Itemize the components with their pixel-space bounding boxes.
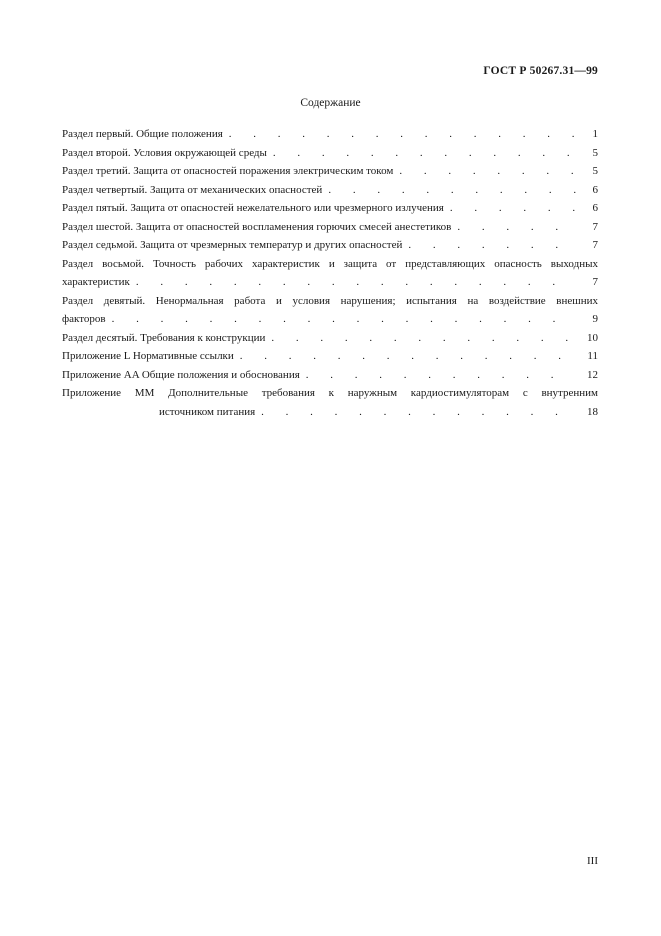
toc-entry[interactable] — [62, 181, 598, 200]
leader-dots — [106, 310, 576, 329]
toc-entry-title: Раздел четвертый. Защита от механических опасностей — [62, 183, 323, 196]
toc-entry-title: Раздел первый. Общие положения — [62, 128, 223, 140]
leader-dots — [234, 347, 576, 366]
toc-entry-page: 5 — [592, 165, 598, 177]
toc-entry-page: 1 — [592, 128, 598, 140]
toc-entry-title: Приложение L Нормативные ссылки — [62, 350, 234, 362]
toc-entry-title: Раздел шестой. Защита от опасностей воспламенения горючих смесей анестетиков — [62, 220, 452, 233]
toc-entry-title: Раздел второй. Условия окружающей среды — [62, 146, 267, 159]
leader-dots — [451, 218, 576, 237]
toc-entry[interactable] — [62, 236, 598, 255]
page-number: III — [587, 855, 598, 867]
toc-entry-title-line1: Раздел девятый. Ненормальная работа и условия нарушения; испытания на воздействие внешних — [62, 294, 598, 307]
toc-entry-page: 10 — [587, 331, 598, 344]
toc-entry-title: источником питания — [159, 405, 256, 418]
leader-dots — [300, 366, 576, 385]
leader-dots — [322, 181, 576, 200]
toc-entry-page: 18 — [587, 405, 598, 418]
toc-entry-title: Раздел третий. Защита от опасностей поражения электрическим током — [62, 165, 394, 177]
toc-entry[interactable] — [62, 218, 598, 237]
leader-dots — [402, 236, 576, 255]
toc-entry-page: 6 — [592, 202, 598, 214]
toc-entry[interactable] — [62, 292, 598, 329]
leader-dots — [255, 403, 576, 422]
toc-entry[interactable] — [62, 329, 598, 348]
toc-entry-page: 7 — [592, 239, 598, 251]
leader-dots — [267, 144, 576, 163]
toc-entry-title-line1: Приложение ММ Дополнительные требования к наружным кардиостимуляторам с внутренним — [62, 387, 598, 399]
toc-entry-title: Раздел пятый. Защита от опасностей нежелательного или чрезмерного излучения — [62, 202, 444, 214]
toc-entry-page: 9 — [592, 313, 598, 325]
toc-entry-page: 5 — [592, 146, 598, 159]
leader-dots — [265, 329, 576, 348]
standard-code: ГОСТ Р 50267.31—99 — [483, 65, 598, 77]
toc-entry-title: Раздел седьмой. Защита от чрезмерных температур и других опасностей — [62, 239, 403, 251]
leader-dots — [223, 125, 576, 144]
toc-entry-page: 6 — [592, 183, 598, 196]
toc-entry-title: Приложение AA Общие положения и обоснования — [62, 368, 300, 381]
toc-entry-title: характеристик — [62, 276, 130, 288]
toc-entry[interactable] — [62, 199, 598, 218]
toc-title: Содержание — [300, 97, 361, 109]
toc-entry-page: 12 — [587, 368, 598, 381]
toc-entry-page: 7 — [592, 276, 598, 288]
leader-dots — [130, 273, 576, 292]
toc-entry[interactable] — [62, 347, 598, 366]
toc-entry[interactable] — [62, 125, 598, 144]
toc-entry-title-line1: Раздел восьмой. Точность рабочих характеристик и защита от представляющих опасность выходных — [62, 257, 598, 270]
leader-dots — [444, 199, 576, 218]
table-of-contents — [62, 125, 598, 421]
toc-entry[interactable] — [62, 384, 598, 421]
toc-entry[interactable] — [62, 144, 598, 163]
toc-entry-page: 11 — [587, 350, 598, 362]
leader-dots — [393, 162, 576, 181]
toc-entry[interactable] — [62, 162, 598, 181]
toc-entry-title: факторов — [62, 313, 106, 325]
toc-entry[interactable] — [62, 366, 598, 385]
toc-entry-title: Раздел десятый. Требования к конструкции — [62, 331, 266, 344]
toc-entry[interactable] — [62, 255, 598, 292]
toc-entry-page: 7 — [592, 220, 598, 233]
